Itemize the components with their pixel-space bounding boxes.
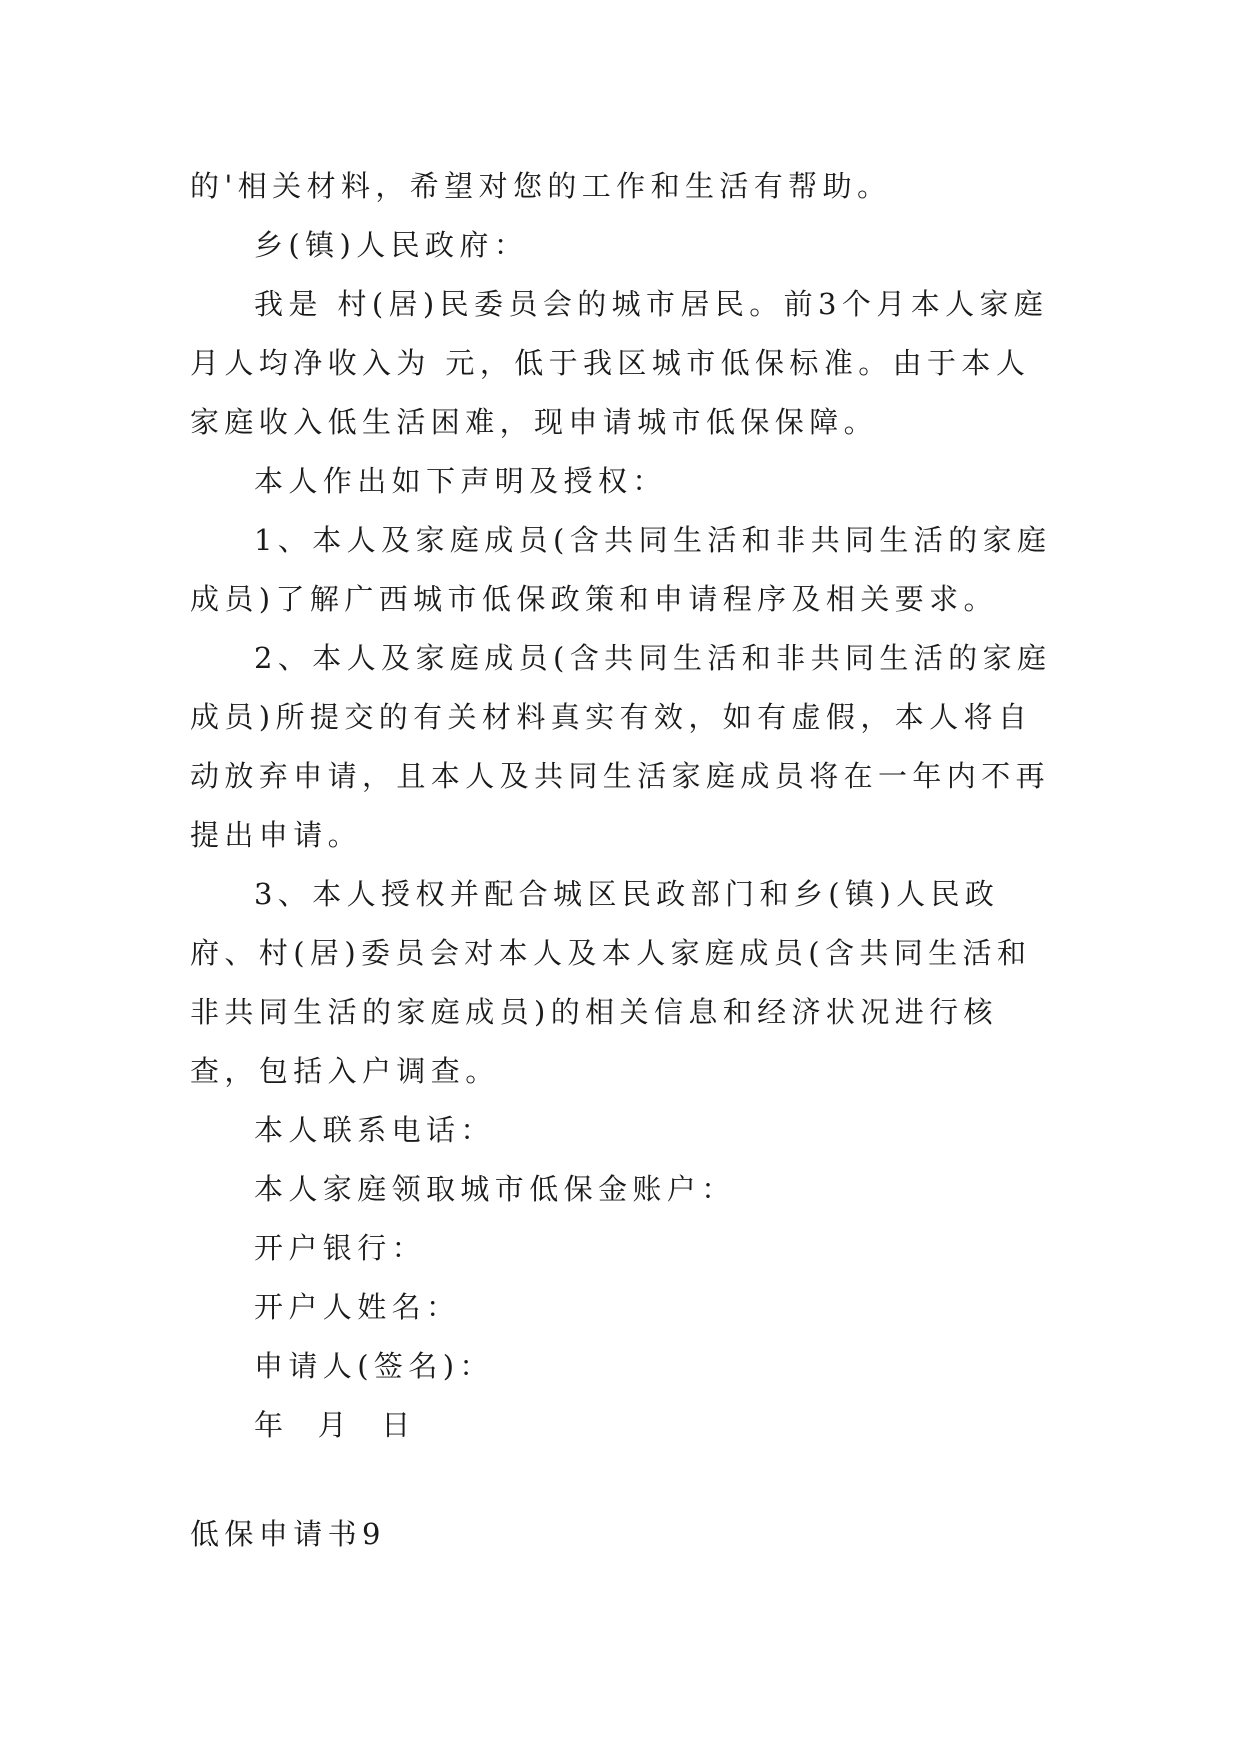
- account-line: 本人家庭领取城市低保金账户：: [254, 1172, 736, 1206]
- declaration-heading: 本人作出如下声明及授权：: [254, 464, 667, 498]
- document-body: [190, 157, 1052, 1564]
- addressee: 乡(镇)人民政府：: [254, 228, 529, 262]
- declaration-item-3: 3、本人授权并配合城区民政部门和乡(镇)人民政府、村(居)委员会对本人及本人家庭成员(含共同生活和非共同生活的家庭成员)的相关信息和经济状况进行核查，包括入户调查。: [190, 877, 1032, 1088]
- signature-line: 申请人(签名)：: [254, 1349, 494, 1383]
- intro-line: 的'相关材料，希望对您的工作和生活有帮助。: [190, 169, 892, 203]
- bank-line: 开户银行：: [254, 1231, 427, 1265]
- application-paragraph: 我是 村(居)民委员会的城市居民。前3个月本人家庭月人均净收入为 元，低于我区城市低保标准。由于本人家庭收入低生活困难，现申请城市低保保障。: [190, 287, 1049, 439]
- section-gap: [190, 1455, 1052, 1505]
- date-line: 年 月 日: [254, 1408, 416, 1442]
- declaration-item-2: 2、本人及家庭成员(含共同生活和非共同生活的家庭成员)所提交的有关材料真实有效，如有虚假，本人将自动放弃申请，且本人及共同生活家庭成员将在一年内不再提出申请。: [190, 641, 1052, 852]
- declaration-item-1: 1、本人及家庭成员(含共同生活和非共同生活的家庭成员)了解广西城市低保政策和申请程序及相关要求。: [190, 523, 1052, 616]
- contact-phone-line: 本人联系电话：: [254, 1113, 495, 1147]
- account-holder-line: 开户人姓名：: [254, 1290, 461, 1324]
- next-section-title: 低保申请书9: [190, 1517, 386, 1551]
